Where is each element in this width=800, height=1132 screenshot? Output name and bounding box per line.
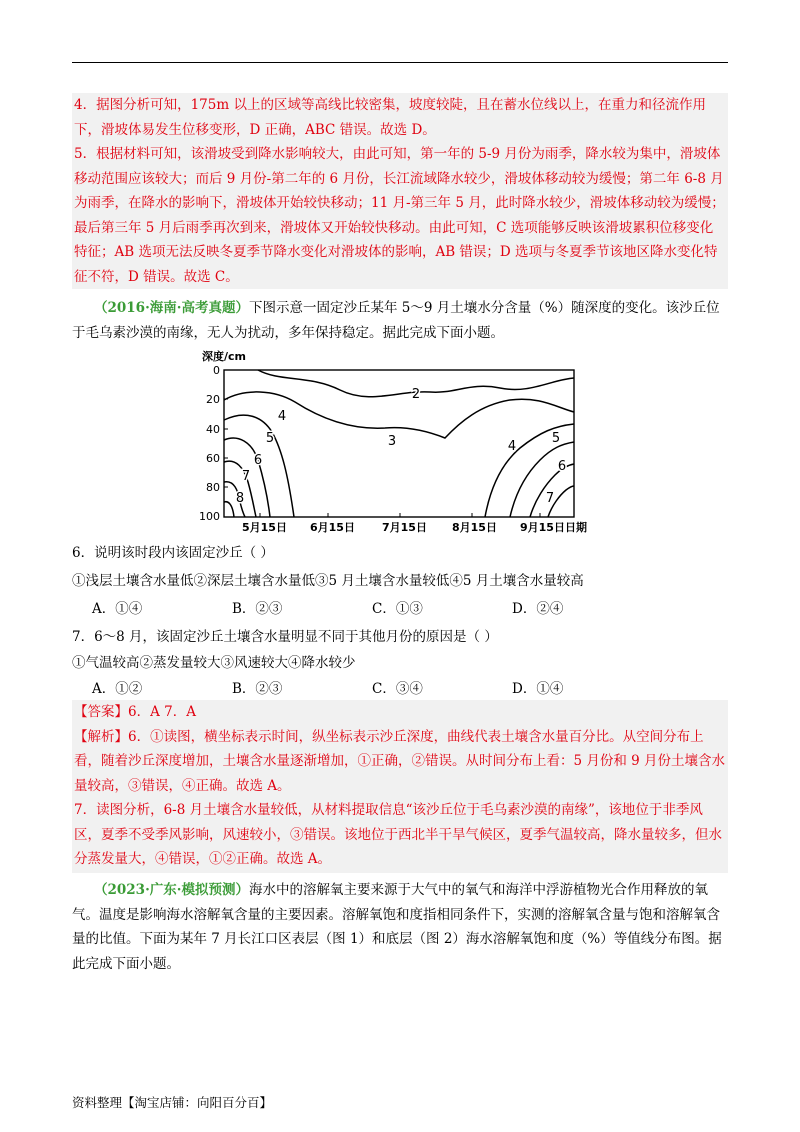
question-group-intro-2 [72,878,728,976]
contour-6-left [224,461,256,517]
contour-label-6-left: 6 [253,453,263,468]
x-tick-jun15: 6月15日 [310,521,355,534]
q7-option-d[interactable]: D．①④ [512,681,564,697]
x-axis-label: 日期 [565,521,587,534]
analysis-6: 【解析】6．①读图，横坐标表示时间，纵坐标表示沙丘深度，曲线代表土壤含水量百分比。从空间分布上看，随着沙丘深度增加，土壤含水量逐渐增加，①正确，②错误。从时间分布上看：5 月份和 9 月份土壤含水量较高，③错误，④正确。故选 A。 [74,728,726,794]
y-axis-label: 深度/cm [202,350,246,363]
intro-text-1: 下图示意一固定沙丘某年 5～9 月土壤水分含量（%）随深度的变化。该沙丘位于毛乌素沙漠的南缘，无人为扰动，多年保持稳定。据此完成下面小题。 [72,300,720,341]
contour-5-right [510,442,574,517]
plot-frame [224,370,574,517]
answer-item-5: 5．根据材料可知，该滑坡受到降水影响较大，由此可知，第一年的 5-9 月份为雨季，降水较为集中，滑坡体移动范围应该较大；而后 9 月份-第二年的 6 月份，长江流域降水较少，滑坡体移动较为缓慢；第二年 6-8 月为雨季，在降水的影响下，滑坡体开始较快移动；11 月-第三年 5 月，此时降水较少，滑坡体移动较为缓慢；最后第三年 5 月后雨季再次到来，滑坡体又开始较快移动。由此可知，C 选项能够反映该滑坡累积位移变化特征；AB 选项无法反映冬夏季节降水变化对滑坡体的影响，AB 错误；D 选项与冬夏季节该地区降水变化特征不符，D 错误。故选 C。 [74,146,725,285]
q6-option-b[interactable]: B．②③ [232,601,283,617]
y-tick-80: 80 [206,481,220,494]
question-6-options [92,598,712,620]
contour-8-left [224,502,234,517]
source-tag-2: （2023·广东·模拟预测） [94,882,249,898]
contour-label-3: 3 [387,434,397,449]
intro-text-2: 海水中的溶解氧主要来源于大气中的氧气和海洋中浮游植物光合作用释放的氧气。温度是影响海水溶解氧含量的主要因素。溶解氧饱和度指相同条件下，实测的溶解氧含量与饱和溶解氧含量的比值。下面为某年 7 月长江口区表层（图 1）和底层（图 2）海水溶解氧饱和度（%）等值线分布图。据此完成下面小题。 [72,882,722,972]
contour-label-2: 2 [411,387,421,402]
contour-label-5-left: 5 [265,431,275,446]
q6-option-c[interactable]: C．①③ [372,601,423,617]
header-rule [72,62,728,63]
analysis-7: 7．读图分析，6-8 月土壤含水量较低，从材料提取信息“该沙丘位于毛乌素沙漠的南缘”，该地位于非季风区，夏季不受季风影响，风速较小，③错误。该地位于西北半干旱气候区，夏季气温较高，降水量较多，但水分蒸发量大，④错误，①②正确。故选 A。 [74,802,722,867]
chart-svg [200,350,600,535]
contour-label-8: 8 [235,491,245,506]
question-7-stem: 7．6～8 月，该固定沙丘土壤含水量明显不同于其他月份的原因是（ ） [72,629,498,645]
answer-item-4: 4．据图分析可知，175m 以上的区域等高线比较密集，坡度较陡，且在蓄水位线以上，在重力和径流作用下，滑坡体易发生位移变形，D 正确，ABC 错误。故选 D。 [74,97,706,138]
q6-option-a[interactable]: A．①④ [92,601,143,617]
q7-option-b[interactable]: B．②③ [232,681,283,697]
source-tag-1: （2016·海南·高考真题） [94,300,249,316]
question-6-stem: 6．说明该时段内该固定沙丘（ ） [72,545,274,561]
question-6-statements: ①浅层土壤含水量低②深层土壤含水量低③5 月土壤含水量较低④5 月土壤含水量较高 [72,573,584,589]
y-tick-20: 20 [206,393,220,406]
question-7-options [92,678,712,700]
q7-option-a[interactable]: A．①② [92,681,143,697]
y-tick-100: 100 [200,510,220,523]
contour-label-4-right: 4 [507,439,517,454]
q6-option-d[interactable]: D．②④ [512,601,564,617]
y-tick-0: 0 [213,364,220,377]
x-tick-sep15: 9月15日 [520,521,565,534]
contour-label-7-left: 7 [241,469,251,484]
page-footer: 资料整理【淘宝店铺：向阳百分百】 [72,1095,273,1110]
y-tick-40: 40 [206,423,220,436]
x-tick-jul15: 7月15日 [382,521,427,534]
contour-label-7-right: 7 [545,491,555,506]
q7-option-c[interactable]: C．③④ [372,681,423,697]
y-tick-60: 60 [206,452,220,465]
contour-label-4-left: 4 [277,409,287,424]
contour-label-6-right: 6 [557,459,567,474]
soil-moisture-contour-chart [200,350,600,535]
question-group-intro-1 [72,296,728,345]
contour-label-5-right: 5 [551,431,561,446]
previous-answer-block [72,93,728,289]
answer-analysis-block [72,700,728,873]
answer-line: 【答案】6．A 7．A [74,704,196,720]
question-7-statements: ①气温较高②蒸发量较大③风速较大④降水较少 [72,655,356,671]
x-tick-may15: 5月15日 [242,521,287,534]
contour-3 [224,392,574,438]
x-tick-aug15: 8月15日 [452,521,497,534]
